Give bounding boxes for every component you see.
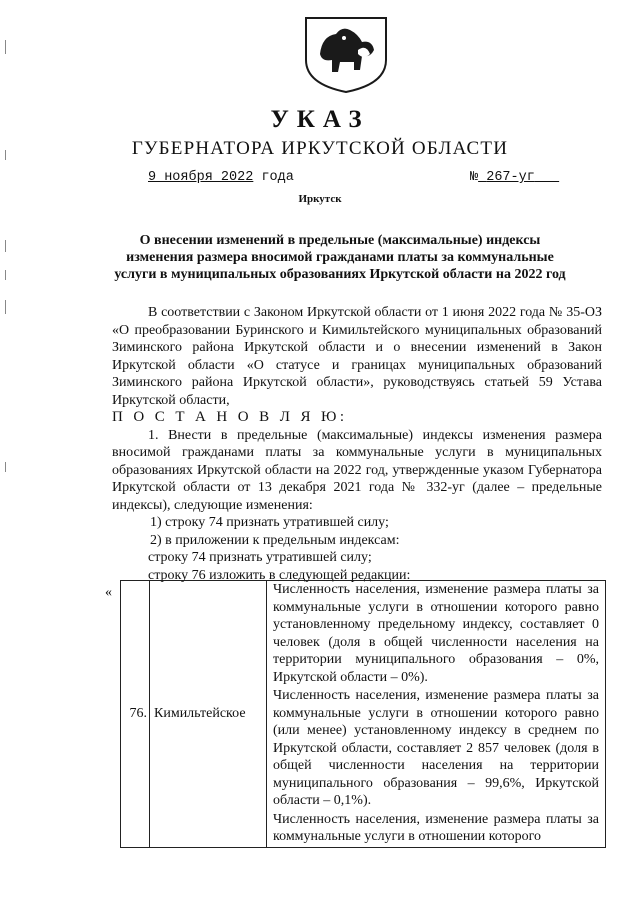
- document-number: [470, 170, 559, 185]
- row-number: 76.: [121, 581, 150, 848]
- preamble-paragraph: В соответствии с Законом Иркутской области от 1 июня 2022 года № 35-ОЗ «О преобразовании Буринского и Кимильтейского муниципальных образований Зиминского района Иркутской области и о внесении изменений в Закон Иркутской области «О статусе и границах муниципальных образований Зиминского района Иркутской области», руководствуясь статьей 59 Устава Иркутской области,: [112, 305, 602, 408]
- text-line-2: строку 76 изложить в следующей редакции:: [148, 567, 411, 583]
- row-description: [267, 581, 606, 848]
- number-prefix: №: [470, 170, 479, 185]
- text-line-1: строку 74 признать утратившей силу;: [148, 550, 372, 565]
- coat-of-arms-emblem: [300, 14, 392, 94]
- date-suffix: года: [261, 170, 294, 185]
- municipality-name: Кимильтейское: [150, 581, 267, 848]
- opening-quote: «: [105, 585, 112, 600]
- document-date: [148, 170, 294, 185]
- document-heading: О внесении изменений в предельные (максимальные) индексы изменения размера вносимой гражданами платы за коммунальные услуги в муниципальных образованиях Иркутской области на 2022 год: [114, 233, 566, 282]
- table-row: [121, 581, 606, 848]
- document-body: [112, 304, 602, 584]
- paragraph-1: 1. Внести в предельные (максимальные) индексы изменения размера вносимой гражданами платы за коммунальные услуги в муниципальных образованиях Иркутской области на 2022 год, утвержденные указом Губернатора Иркутской области от 13 декабря 2021 года № 332-уг (далее – предельные индексы), следующие изменения:: [112, 427, 602, 513]
- amendment-table: [120, 580, 606, 848]
- decree-word: П О С Т А Н О В Л Я Ю:: [112, 409, 348, 425]
- document-subtitle: ГУБЕРНАТОРА ИРКУТСКОЙ ОБЛАСТИ: [131, 138, 509, 159]
- number-value: 267-уг: [486, 170, 535, 185]
- page-edge-marks: [5, 0, 11, 905]
- list-item-2: 2) в приложении к предельным индексам:: [150, 532, 400, 548]
- document-city: Иркутск: [298, 193, 342, 205]
- document-title: УКАЗ: [270, 106, 370, 133]
- description-part-3: Численность населения, изменение размера платы за коммунальные услуги в отношении которого: [273, 811, 599, 844]
- date-value: 9 ноября 2022: [148, 170, 254, 185]
- description-part-2: Численность населения, изменение размера платы за коммунальные услуги в отношении которого равно (или менее) установленному индексу в среднем по Иркутской области, составляет 2 857 человек (доля в общей численности населения на территории муниципального образования – 99,6%, Иркутской области – 0,1%).: [273, 688, 599, 808]
- description-part-1: Численность населения, изменение размера платы за коммунальные услуги в отношении которого равно установленному предельному индексу, составляет 0 человек (доля в общей численности населения на территории муниципального образования – 0%, Иркутской области – 0%).: [273, 582, 599, 685]
- list-item-1: 1) строку 74 признать утратившей силу;: [150, 515, 389, 530]
